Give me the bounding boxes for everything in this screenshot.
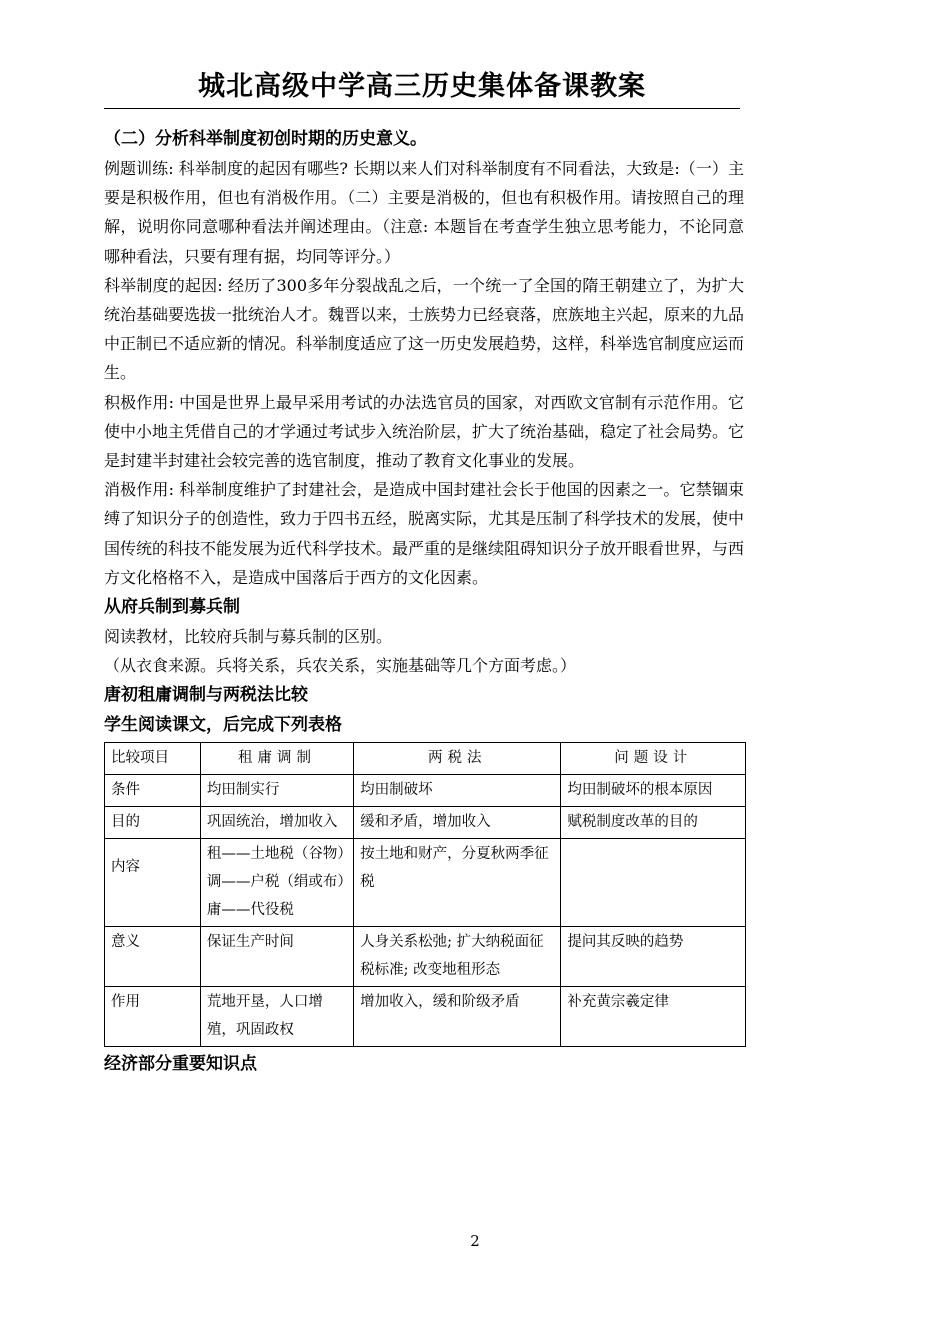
- table-row: [105, 775, 746, 807]
- table-cell: 目的: [105, 807, 201, 839]
- section-heading-bingzhi: 从府兵制到募兵制: [104, 597, 240, 618]
- table-cell: 意义: [105, 927, 201, 987]
- table-row: [105, 807, 746, 839]
- table-cell: 赋税制度改革的目的: [561, 807, 746, 839]
- table-cell-line: 庸——代役税: [206, 902, 294, 919]
- page-number: 2: [470, 1232, 480, 1250]
- table-cell: 人身关系松弛; 扩大纳税面征税标准; 改变地租形态: [354, 927, 561, 987]
- table-cell: 巩固统治，增加收入: [200, 807, 353, 839]
- table-cell: 均田制实行: [200, 775, 353, 807]
- paragraph-exercise: 例题训练: 科举制度的起因有哪些? 长期以来人们对科举制度有不同看法，大致是:（一）主要是积极作用，但也有消极作用。（二）主要是消极的，但也有积极作用。请按照自己的理解，说明你同意哪种看法并阐述理由。（注意: 本题旨在考查学生独立思考能力，不论同意哪种看法，只要有理有据，均同等评分。）: [104, 159, 744, 266]
- table-row: [105, 987, 746, 1047]
- section-heading-economy: 经济部分重要知识点: [104, 1054, 257, 1075]
- table-cell: 均田制破坏的根本原因: [561, 775, 746, 807]
- page-title: 城北高级中学高三历史集体备课教案: [198, 71, 646, 102]
- table-row: [105, 839, 746, 927]
- reading-hint: （从衣食来源。兵将关系，兵农关系，实施基础等几个方面考虑。）: [104, 656, 577, 676]
- table-cell-line: 调——户税（绢或布）: [206, 874, 352, 891]
- table-cell: 保证生产时间: [200, 927, 353, 987]
- table-cell: 荒地开垦，人口增殖，巩固政权: [200, 987, 353, 1047]
- page-header: [104, 68, 740, 109]
- table-header-cell: 比较项目: [105, 743, 201, 775]
- table-cell: 条件: [105, 775, 201, 807]
- table-cell: 按土地和财产，分夏秋两季征税: [354, 839, 561, 927]
- table-cell: [200, 839, 353, 927]
- table-cell: 均田制破坏: [354, 775, 561, 807]
- table-header-cell: 问题设计: [561, 743, 746, 775]
- table-cell: 提问其反映的趋势: [561, 927, 746, 987]
- paragraph-negative: 消极作用: 科举制度维护了封建社会，是造成中国封建社会长于他国的因素之一。它禁锢束缚了知识分子的创造性，致力于四书五经，脱离实际，尤其是压制了科学技术的发展，使中国传统的科技不能发展为近代科学技术。最严重的是继续阻碍知识分子放开眼看世界，与西方文化格格不入，是造成中国落后于西方的文化因素。: [104, 480, 745, 587]
- paragraph-positive: 积极作用: 中国是世界上最早采用考试的办法选官员的国家，对西欧文官制有示范作用。它使中小地主凭借自己的才学通过考试步入统治阶层，扩大了统治基础，稳定了社会局势。它是封建半封建社会较完善的选官制度，推动了教育文化事业的发展。: [104, 392, 745, 471]
- table-cell: 内容: [105, 839, 201, 927]
- table-header-cell: 租庸调制: [200, 743, 353, 775]
- table-cell: 作用: [105, 987, 201, 1047]
- table-header-cell: 两税法: [354, 743, 561, 775]
- table-cell: 补充黄宗羲定律: [561, 987, 746, 1047]
- document-body: [104, 124, 744, 1079]
- table-row: [105, 927, 746, 987]
- table-instruction: 学生阅读课文，后完成下列表格: [104, 715, 342, 736]
- section-heading-keju: （二）分析科举制度初创时期的历史意义。: [104, 129, 427, 149]
- table-cell: 增加收入，缓和阶级矛盾: [354, 987, 561, 1047]
- table-cell-line: 租——土地税（谷物）: [206, 846, 352, 863]
- comparison-table: [104, 742, 746, 1047]
- paragraph-origin: 科举制度的起因: 经历了300多年分裂战乱之后，一个统一了全国的隋王朝建立了，为扩大统治基础要选拔一批统治人才。魏晋以来，士族势力已经衰落，庶族地主兴起，原来的九品中正制已不适应新的情况。科举制度适应了这一历史发展趋势，这样，科举选官制度应运而生。: [104, 275, 745, 383]
- reading-instruction: 阅读教材，比较府兵制与募兵制的区别。: [104, 627, 393, 647]
- table-cell: [561, 839, 746, 927]
- table-cell: 缓和矛盾，增加收入: [354, 807, 561, 839]
- section-heading-tax: 唐初租庸调制与两税法比较: [104, 685, 308, 706]
- table-header-row: [105, 743, 746, 775]
